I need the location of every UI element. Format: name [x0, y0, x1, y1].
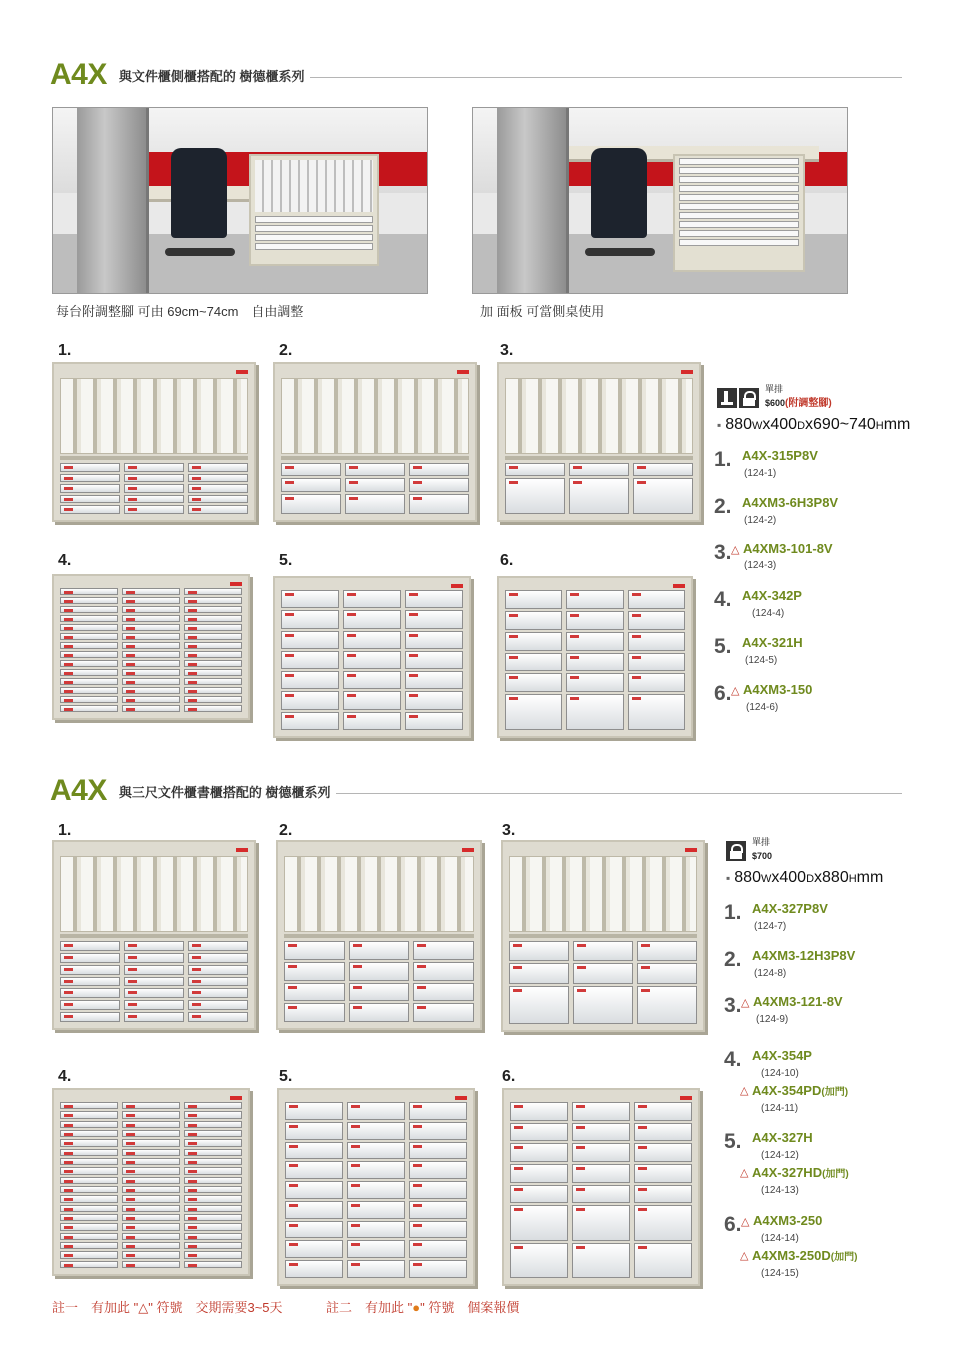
photo-caption-adjustable-feet: 每台附調整腳 可由 69cm~74cm 自由調整: [56, 304, 304, 319]
cabinet-number: 1.: [58, 822, 72, 839]
section1-brand: A4X: [50, 58, 107, 91]
cabinet-image: [52, 574, 250, 720]
cabinet-image: [52, 840, 256, 1030]
price-label: 單排: [765, 384, 784, 394]
cabinet-image: [497, 576, 693, 738]
triangle-icon: △: [740, 1085, 749, 1097]
triangle-icon: △: [740, 1167, 749, 1179]
cabinet-number: 6.: [500, 552, 514, 569]
office-photo-open-shelf: [52, 107, 428, 294]
section1-description: 與文件櫃側櫃搭配的 樹德櫃系列: [118, 68, 305, 84]
section2-header: [50, 774, 902, 808]
lock-icon: [726, 841, 746, 861]
footnote-2: 註二 有加此 "●" 符號 個案報價: [326, 1300, 520, 1315]
section2-description: 與三尺文件櫃書櫃搭配的 樹德櫃系列: [118, 784, 331, 800]
cabinet-number: 4.: [58, 1068, 72, 1085]
cabinet-number: 5.: [279, 1068, 293, 1085]
cabinet-number: 4.: [58, 552, 72, 569]
cabinet-number: 6.: [502, 1068, 516, 1085]
dimensions: ▪ 880Wx400Dx690~740Hmm: [717, 416, 911, 433]
lock-icon: [739, 388, 759, 408]
section2-brand: A4X: [50, 774, 107, 807]
section1-header: [50, 58, 902, 92]
cabinet-image: [277, 1088, 475, 1286]
adjustable-foot-icon: [717, 388, 737, 408]
cabinet-image: [502, 1088, 700, 1286]
section1-spec: [717, 385, 910, 434]
dimensions: ▪ 880Wx400Dx880Hmm: [726, 869, 884, 886]
cabinet-number: 3.: [500, 342, 514, 359]
office-photo-drawer-cabinet: [472, 107, 848, 294]
price-label: 單排: [752, 837, 771, 847]
cabinet-number: 2.: [279, 822, 293, 839]
section2-spec: [726, 838, 883, 887]
cabinet-number: 5.: [279, 552, 293, 569]
cabinet-number: 2.: [279, 342, 293, 359]
triangle-icon: △: [741, 1216, 750, 1228]
price: $600: [765, 398, 786, 408]
cabinet-image: [52, 1088, 250, 1276]
triangle-icon: △: [731, 685, 740, 697]
section2-divider: [336, 793, 902, 794]
section1-divider: [310, 77, 902, 78]
cabinet-number: 3.: [502, 822, 516, 839]
price: $700: [752, 851, 773, 861]
cabinet-image: [273, 362, 477, 522]
triangle-icon: △: [138, 1300, 149, 1315]
cabinet-image: [276, 840, 482, 1030]
price-note: (附調整腳): [785, 398, 832, 409]
triangle-icon: △: [731, 544, 740, 556]
cabinet-image: [52, 362, 256, 522]
triangle-icon: △: [741, 997, 750, 1009]
cabinet-image: [497, 362, 701, 522]
triangle-icon: △: [740, 1250, 749, 1262]
cabinet-image: [273, 576, 471, 738]
footnote-1: 註一 有加此 "△" 符號 交期需要3~5天: [52, 1300, 283, 1315]
cabinet-image: [501, 840, 705, 1032]
photo-caption-side-desk: 加 面板 可當側桌使用: [480, 304, 605, 319]
cabinet-number: 1.: [58, 342, 72, 359]
dot-icon: ●: [412, 1300, 421, 1315]
